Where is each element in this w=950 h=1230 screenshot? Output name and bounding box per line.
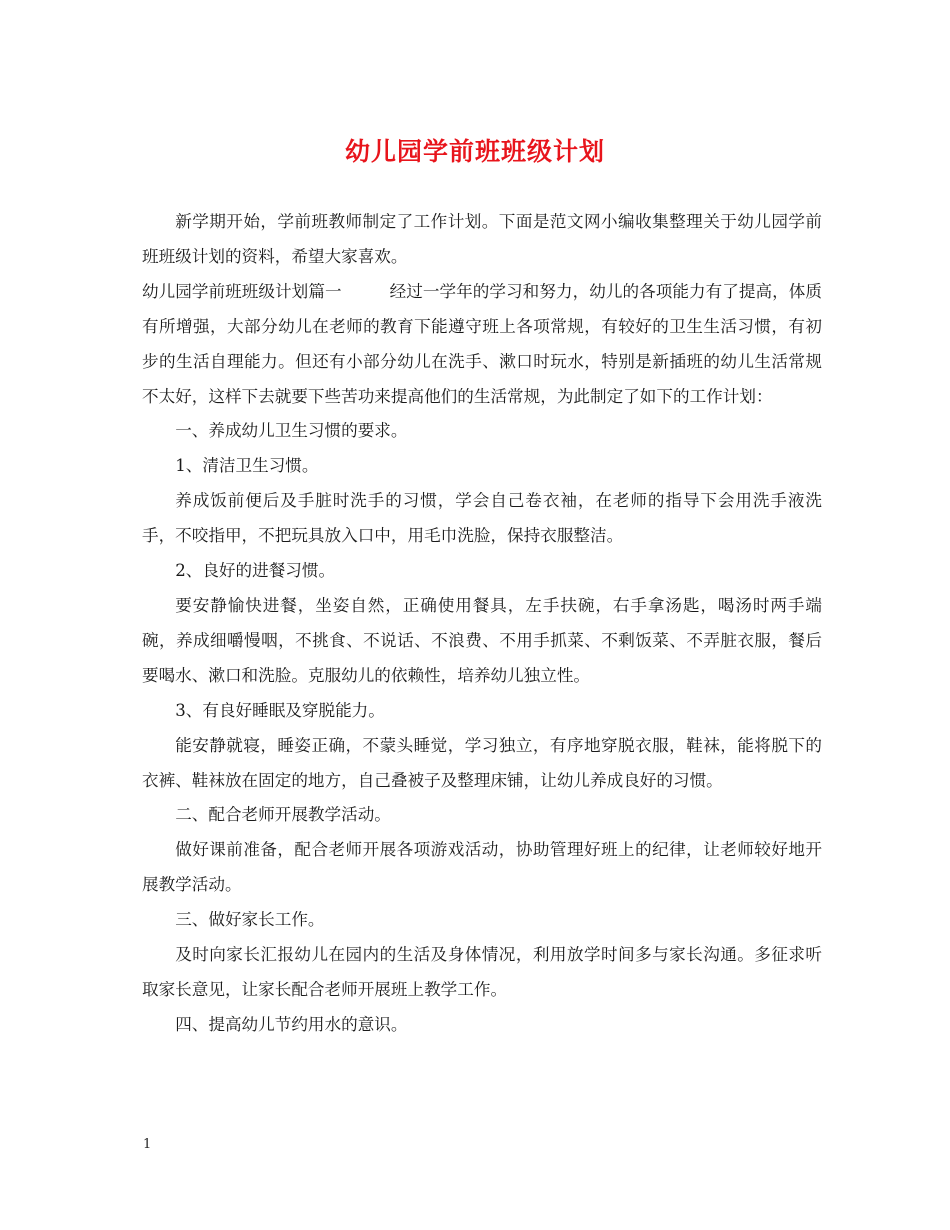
section-paragraph <box>142 275 822 415</box>
subheading-eating: 2、良好的进餐习惯。 <box>175 561 336 581</box>
heading-water: 四、提高幼儿节约用水的意识。 <box>175 1014 408 1034</box>
section-label: 幼儿园学前班班级计划篇一 <box>142 281 342 301</box>
page-number: 1 <box>143 1137 152 1152</box>
paragraph-sleeping: 能安静就寝，睡姿正确，不蒙头睡觉，学习独立，有序地穿脱衣服，鞋袜，能将脱下的衣裤、鞋袜放在固定的地方，自己叠被子及整理床铺，让幼儿养成良好的习惯。 <box>142 735 822 790</box>
heading-hygiene: 一、养成幼儿卫生习惯的要求。 <box>175 421 408 441</box>
document-body <box>142 205 822 1043</box>
intro-paragraph: 新学期开始，学前班教师制定了工作计划。下面是范文网小编收集整理关于幼儿园学前班班级计划的资料，希望大家喜欢。 <box>142 212 822 266</box>
subheading-sleeping: 3、有良好睡眠及穿脱能力。 <box>175 700 385 720</box>
page-title: 幼儿园学前班班级计划 <box>344 137 605 166</box>
paragraph-parents: 及时向家长汇报幼儿在园内的生活及身体情况，利用放学时间多与家长沟通。多征求听取家长意见，让家长配合老师开展班上教学工作。 <box>142 945 822 999</box>
heading-parents: 三、做好家长工作。 <box>175 910 325 930</box>
paragraph-eating: 要安静愉快进餐，坐姿自然，正确使用餐具，左手扶碗，右手拿汤匙，喝汤时两手端碗，养成细嚼慢咽，不挑食、不说话、不浪费、不用手抓菜、不剩饭菜、不弄脏衣服，餐后要喝水、漱口和洗脸。克服幼儿的依赖性，培养幼儿独立性。 <box>142 595 822 685</box>
section-text: 经过一学年的学习和努力，幼儿的各项能力有了提高，体质有所增强，大部分幼儿在老师的教育下能遵守班上各项常规，有较好的卫生生活习惯，有初步的生活自理能力。但还有小部分幼儿在洗手、漱口时玩水，特别是新插班的幼儿生活常规不太好，这样下去就要下些苦功来提高他们的生活常规，为此制定了如下的工作计划： <box>142 281 823 406</box>
paragraph-cleanliness: 养成饭前便后及手脏时洗手的习惯，学会自己卷衣袖，在老师的指导下会用洗手液洗手，不咬指甲，不把玩具放入口中，用毛巾洗脸，保持衣服整洁。 <box>142 491 822 546</box>
subheading-cleanliness: 1、清洁卫生习惯。 <box>175 456 319 476</box>
paragraph-teaching: 做好课前准备，配合老师开展各项游戏活动，协助管理好班上的纪律，让老师较好地开展教学活动。 <box>142 840 822 895</box>
heading-teaching: 二、配合老师开展教学活动。 <box>175 805 391 825</box>
